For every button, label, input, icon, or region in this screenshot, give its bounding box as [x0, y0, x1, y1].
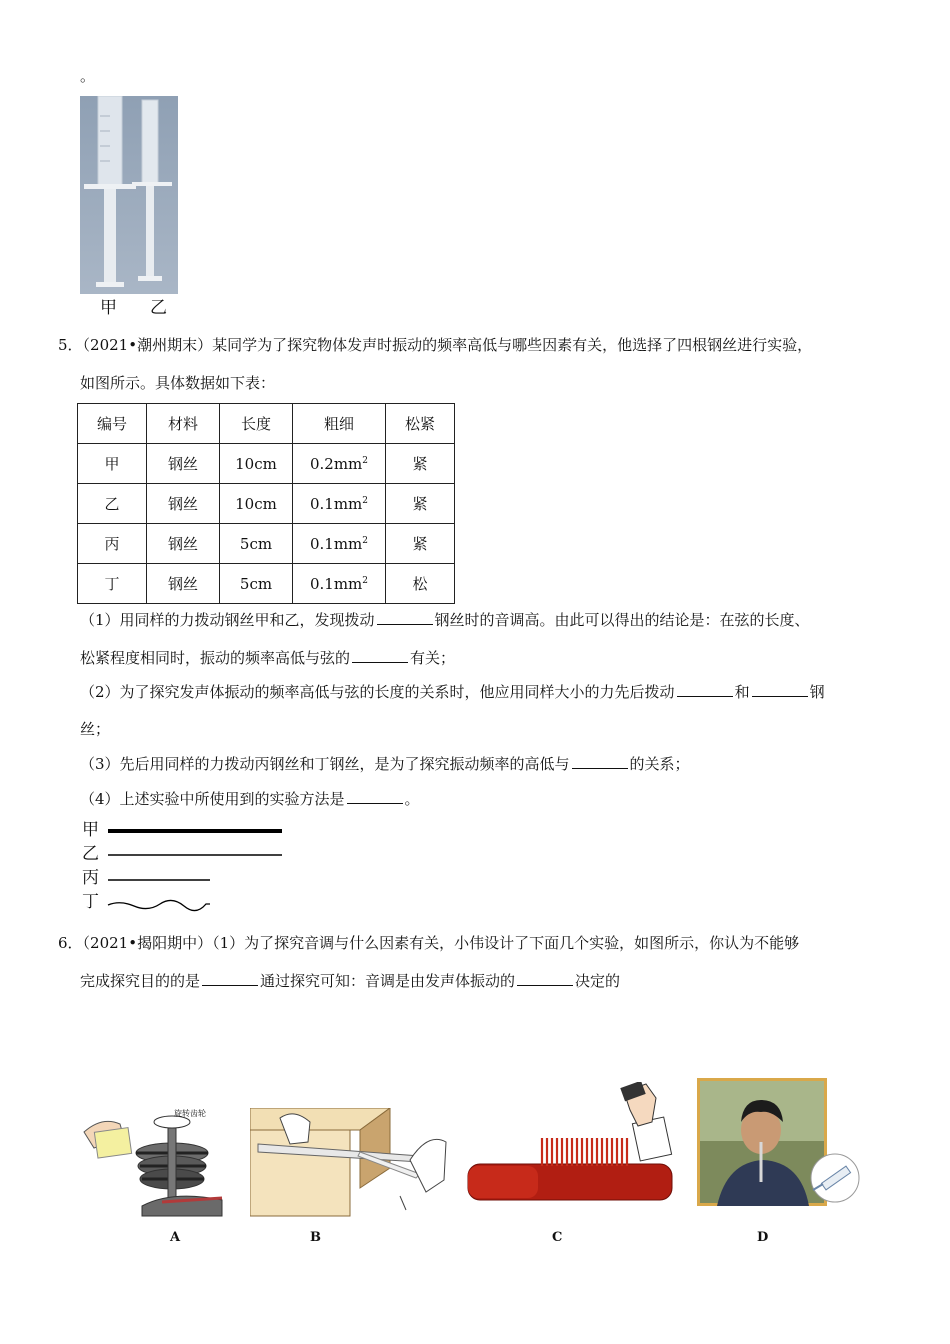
- table-cell: [293, 524, 386, 564]
- q5-part2-text: 和: [734, 683, 750, 701]
- table-cell: 5cm: [220, 524, 293, 564]
- wires-figure: [82, 820, 292, 912]
- table-header-row: [78, 404, 455, 444]
- table-cell: 钢丝: [147, 444, 220, 484]
- thickness-value: 0.1mm: [309, 574, 363, 593]
- table-row: [78, 564, 455, 604]
- q5-part2-line2: 丝；: [80, 720, 111, 738]
- q6-text: 完成探究目的的是: [80, 972, 201, 990]
- q5-part1-text: （1）用同样的力拨动钢丝甲和乙，发现拨动: [80, 611, 375, 629]
- table-cell: 丙: [78, 524, 147, 564]
- figure-a-caption: 旋转齿轮: [174, 1109, 206, 1118]
- q5-part3-text: （3）先后用同样的力拨动丙钢丝和丁钢丝，是为了探究振动频率的高低与: [80, 755, 570, 773]
- figure-b-ruler: [250, 1108, 450, 1218]
- thickness-value: 0.1mm: [309, 494, 363, 513]
- wire-label-jia: 甲: [82, 820, 99, 840]
- q5-part3: [80, 754, 690, 774]
- steel-wire-table: [77, 403, 455, 604]
- q5-part4-text: 。: [404, 790, 420, 808]
- answer-blank[interactable]: [352, 648, 408, 663]
- q5-intro-2: 如图所示。具体数据如下表：: [80, 374, 276, 392]
- answer-blank[interactable]: [202, 971, 258, 986]
- thickness-value: 0.1mm: [309, 534, 363, 553]
- answer-blank[interactable]: [517, 971, 573, 986]
- answer-blank[interactable]: [377, 610, 433, 625]
- figure-a-gear: [82, 1108, 227, 1220]
- table-header: 编号: [78, 404, 147, 444]
- answer-blank[interactable]: [677, 682, 733, 697]
- q5-part4: [80, 789, 420, 809]
- answer-blank[interactable]: [347, 789, 403, 804]
- table-header: 长度: [220, 404, 293, 444]
- answer-blank[interactable]: [572, 754, 628, 769]
- table-cell: 甲: [78, 444, 147, 484]
- q5-part2-text: （2）为了探究发声体振动的频率高低与弦的长度的关系时，他应用同样大小的力先后拨动: [80, 683, 675, 701]
- table-header: 松紧: [386, 404, 455, 444]
- table-cell: 紧: [386, 524, 455, 564]
- table-cell: 丁: [78, 564, 147, 604]
- thickness-value: 0.2mm: [309, 454, 363, 473]
- q5-heading: [58, 335, 812, 355]
- q5-number: 5．: [58, 336, 83, 354]
- table-cell: 10cm: [220, 484, 293, 524]
- option-label-c: C: [552, 1230, 563, 1245]
- q6-line2: [80, 971, 620, 991]
- q5-part2-line1: [80, 682, 825, 702]
- q5-part1-line2: [80, 648, 455, 668]
- table-cell: 5cm: [220, 564, 293, 604]
- q6-line1: （1）为了探究音调与什么因素有关，小伟设计了下面几个实验，如图所示，你认为不能够: [212, 934, 800, 952]
- wire-label-bing: 丙: [82, 868, 99, 888]
- option-label-b: B: [310, 1230, 321, 1245]
- table-row: [78, 524, 455, 564]
- table-row: [78, 484, 455, 524]
- q5-part4-text: （4）上述实验中所使用到的实验方法是: [80, 790, 345, 808]
- option-label-d: D: [757, 1230, 769, 1245]
- continuation-mark: 。: [80, 67, 96, 85]
- table-header: 材料: [147, 404, 220, 444]
- table-cell: [293, 484, 386, 524]
- table-cell: 钢丝: [147, 564, 220, 604]
- table-cell: 钢丝: [147, 484, 220, 524]
- q5-part1-text: 松紧程度相同时，振动的频率高低与弦的: [80, 649, 351, 667]
- option-label-a: A: [170, 1230, 181, 1245]
- syringe-label-jia: 甲: [100, 298, 117, 318]
- q6-heading: [58, 933, 799, 953]
- table-cell: 乙: [78, 484, 147, 524]
- superscript: 2: [362, 575, 369, 586]
- q5-part1-text: 钢丝时的音调高。由此可以得出的结论是：在弦的长度、: [434, 611, 810, 629]
- q5-part1-text: 有关；: [410, 649, 456, 667]
- table-header: 粗细: [293, 404, 386, 444]
- table-row: [78, 444, 455, 484]
- q6-text: 决定的: [575, 972, 621, 990]
- table-cell: 紧: [386, 444, 455, 484]
- q5-source: （2021•潮州期末）: [82, 336, 213, 354]
- figure-d-photo: [697, 1078, 865, 1206]
- table-cell: 紧: [386, 484, 455, 524]
- q5-part1-line1: [80, 610, 810, 630]
- table-cell: 钢丝: [147, 524, 220, 564]
- table-cell: [293, 564, 386, 604]
- table-cell: [293, 444, 386, 484]
- superscript: 2: [362, 535, 369, 546]
- superscript: 2: [362, 455, 369, 466]
- wires-drawing: [106, 820, 286, 912]
- syringe-label-yi: 乙: [150, 298, 167, 318]
- q6-number: 6．: [58, 934, 83, 952]
- q5-part2-text: 钢: [809, 683, 825, 701]
- table-cell: 松: [386, 564, 455, 604]
- q6-text: 通过探究可知：音调是由发声体振动的: [260, 972, 516, 990]
- q6-source: （2021•揭阳期中）: [82, 934, 213, 952]
- answer-blank[interactable]: [752, 682, 808, 697]
- q5-part3-text: 的关系；: [629, 755, 690, 773]
- wire-label-yi: 乙: [82, 844, 99, 864]
- syringe-photo: [80, 96, 178, 294]
- table-cell: 10cm: [220, 444, 293, 484]
- q5-intro-1: 某同学为了探究物体发声时振动的频率高低与哪些因素有关，他选择了四根钢丝进行实验，: [212, 336, 813, 354]
- figure-c-comb: [466, 1082, 676, 1204]
- wire-label-ding: 丁: [82, 892, 99, 912]
- superscript: 2: [362, 495, 369, 506]
